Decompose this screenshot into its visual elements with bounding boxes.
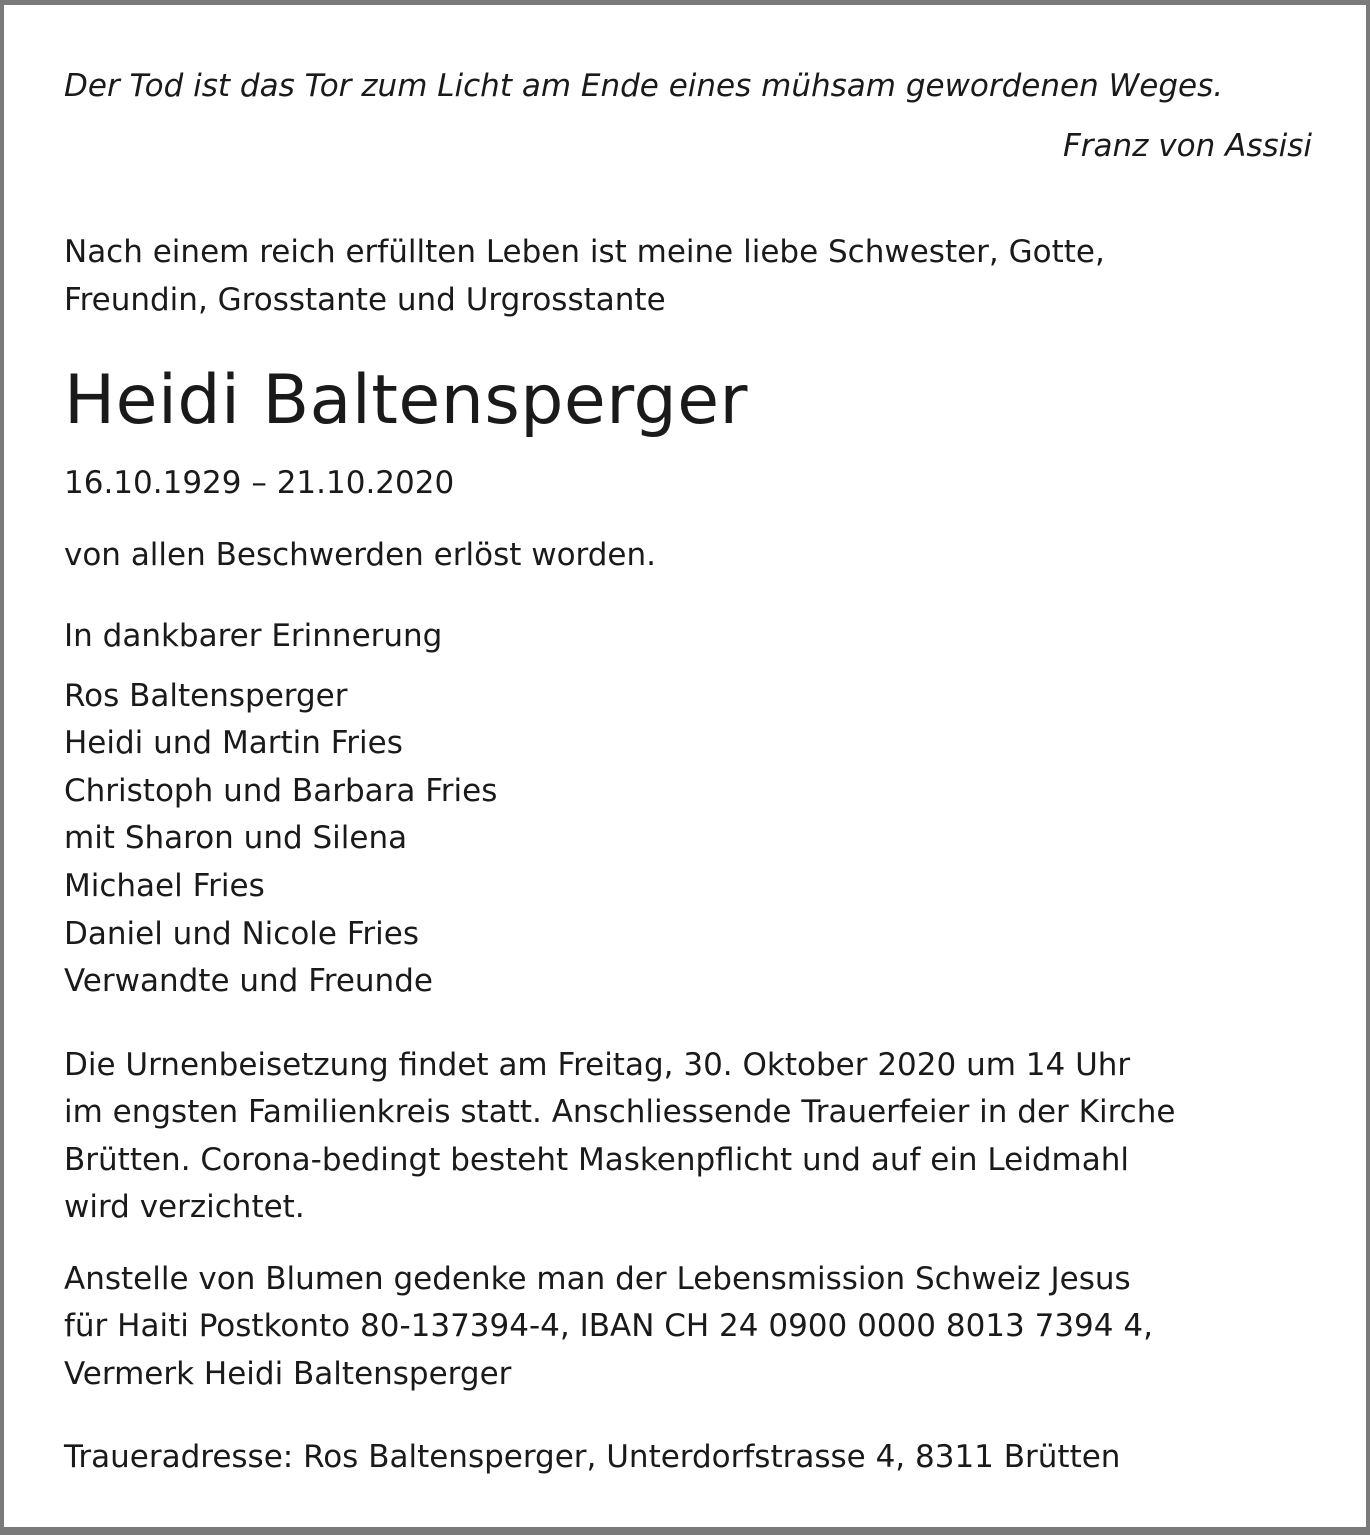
donation-line: Vermerk Heidi Baltensperger (64, 1356, 512, 1392)
quote-text: Der Tod ist das Tor zum Licht am Ende eines mühsam gewordenen Weges. (64, 68, 1224, 104)
deceased-name: Heidi Baltensperger (64, 361, 748, 440)
donation-line: Anstelle von Blumen gedenke man der Lebensmission Schweiz Jesus (64, 1261, 1131, 1297)
remembrance-heading: In dankbarer Erinnerung (64, 618, 443, 654)
intro-line: Nach einem reich erfüllten Leben ist meine liebe Schwester, Gotte, (64, 234, 1105, 270)
mourner-line: Verwandte und Freunde (64, 963, 433, 999)
ceremony-line: Brütten. Corona-bedingt besteht Maskenpflicht und auf ein Leidmahl (64, 1142, 1129, 1178)
ceremony-line: Die Urnenbeisetzung findet am Freitag, 30. Oktober 2020 um 14 Uhr (64, 1047, 1131, 1083)
mourner-line: Daniel und Nicole Fries (64, 916, 420, 952)
intro-line: Freundin, Grosstante und Urgrosstante (64, 282, 666, 318)
mourner-line: Christoph und Barbara Fries (64, 773, 498, 809)
mourner-line: Ros Baltensperger (64, 678, 348, 714)
life-dates: 16.10.1929 – 21.10.2020 (64, 465, 455, 501)
mourning-address: Traueradresse: Ros Baltensperger, Unterdorfstrasse 4, 8311 Brütten (64, 1439, 1121, 1475)
released-text: von allen Beschwerden erlöst worden. (64, 537, 656, 573)
mourner-line: Michael Fries (64, 868, 265, 904)
quote-author: Franz von Assisi (1062, 128, 1312, 164)
donation-line: für Haiti Postkonto 80-137394-4, IBAN CH 24 0900 0000 8013 7394 4, (64, 1308, 1153, 1344)
ceremony-line: im engsten Familienkreis statt. Anschliessende Trauerfeier in der Kirche (64, 1094, 1176, 1130)
mourner-line: mit Sharon und Silena (64, 820, 408, 856)
mourner-line: Heidi und Martin Fries (64, 725, 403, 761)
ceremony-line: wird verzichtet. (64, 1189, 305, 1225)
